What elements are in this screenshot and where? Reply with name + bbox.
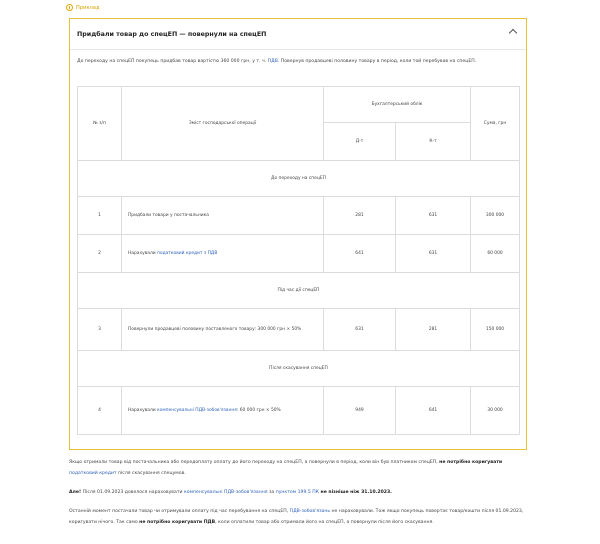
header-operation: Зміст господарської операції: [122, 87, 324, 161]
header-sum: Сума, грн: [471, 87, 520, 161]
intro-text: [77, 56, 517, 67]
table-row: [78, 309, 520, 351]
row-credit: 281: [396, 309, 471, 351]
row-sum: 60 000: [471, 235, 520, 273]
tax-code-point-link[interactable]: пунктом 199.5 ПК: [275, 490, 319, 495]
row-credit: 631: [396, 235, 471, 273]
emphasis-no-adjust-vat: не потрібно коригувати ПДВ: [139, 520, 216, 525]
table-row: [78, 235, 520, 273]
header-debit: Д-т: [324, 123, 396, 161]
row-sum: 150 000: [471, 309, 520, 351]
header-credit: К-т: [396, 123, 471, 161]
row-debit: 281: [324, 197, 396, 235]
info-circle-icon: [66, 4, 73, 11]
vat-link[interactable]: ПДВ: [267, 59, 278, 64]
row-debit: 949: [324, 387, 396, 435]
row-operation: Нарахували податковий кредит з ПДВ: [122, 235, 324, 273]
row-operation: Нарахували компенсувальні ПДВ-зобов'язання: 60 000 грн × 50%: [122, 387, 324, 435]
emphasis-no-adjust: не потрібно коригувати: [439, 460, 503, 465]
tax-credit-text-link[interactable]: податковий кредит: [69, 471, 117, 476]
box-title: Придбали товар до спецЕП — повернули на спецЕП: [77, 30, 267, 38]
row-num: 3: [78, 309, 122, 351]
chevron-up-icon[interactable]: [509, 29, 517, 37]
row-debit: 631: [324, 309, 396, 351]
row-credit: 641: [396, 387, 471, 435]
row-num: 1: [78, 197, 122, 235]
row-operation: Повернули продавцеві половину поставленого товару: 300 000 грн × 50%: [122, 309, 324, 351]
header-accounting: Бухгалтерський облік: [324, 87, 471, 123]
compensating-vat-text-link[interactable]: компенсувальні ПДВ-зобов'язання: [183, 490, 268, 495]
example-label: [66, 3, 100, 12]
row-credit: 631: [396, 197, 471, 235]
example-box: [69, 18, 527, 450]
row-num: 4: [78, 387, 122, 435]
example-label-text: Приклад: [76, 4, 100, 11]
section-after: Після скасування спецЕП: [78, 351, 520, 387]
row-sum: 300 000: [471, 197, 520, 235]
row-debit: 641: [324, 235, 396, 273]
section-during: Під час дії спецЕП: [78, 273, 520, 309]
after-paragraph-2: Але! Після 01.09.2023 довелося нараховувати компенсувальні ПДВ-зобов'язання за пунктом 199.5 ПК не пізніше ніж 31.10.2023.: [69, 490, 392, 495]
header-divider: [70, 49, 526, 50]
after-paragraph-1: Якщо отримали товар від постачальника або передоплату оплату до його переходу на спецЕП, а повернули в період, коли він був платником спецЕП, не потрібно коригувати податковий кредит після скасування спецумов.: [69, 460, 503, 476]
table-row: [78, 387, 520, 435]
compensating-vat-link[interactable]: компенсувальні ПДВ-зобов'язання: [157, 407, 237, 413]
table-row: [78, 197, 520, 235]
emphasis-but: Але!: [69, 490, 82, 495]
row-sum: 30 000: [471, 387, 520, 435]
intro-part-1: До переходу на спецЕП покупець придбав товар вартістю 360 000 грн, у т. ч.: [77, 59, 268, 64]
operations-table: [77, 86, 520, 435]
section-before: До переходу на спецЕП: [78, 161, 520, 197]
emphasis-deadline: не пізніше ніж 31.10.2023.: [318, 490, 392, 495]
intro-part-2: . Повернув продавцеві половину товару в період, коли той перебував на спецЕП.: [277, 59, 477, 64]
vat-obligations-link[interactable]: ПДВ-зобов'язань: [289, 509, 331, 514]
after-paragraph-3: Останній момент постачали товар чи отримували оплату під час перебування на спецЕП, ПДВ-зобов'язань не нараховували. Тож якщо покупець повертає товар/кошти після 01.09.2023, коригувати нічого. Так само не потрібно коригувати ПДВ, коли оплатили товар або отримали його на спецЕП, а повернули після його скасування.: [69, 509, 524, 525]
tax-credit-link[interactable]: податковий кредит з ПДВ: [157, 250, 218, 256]
row-num: 2: [78, 235, 122, 273]
row-operation: Придбали товари у постачальника: [122, 197, 324, 235]
header-num: № з/п: [78, 87, 122, 161]
box-header[interactable]: [70, 19, 526, 49]
